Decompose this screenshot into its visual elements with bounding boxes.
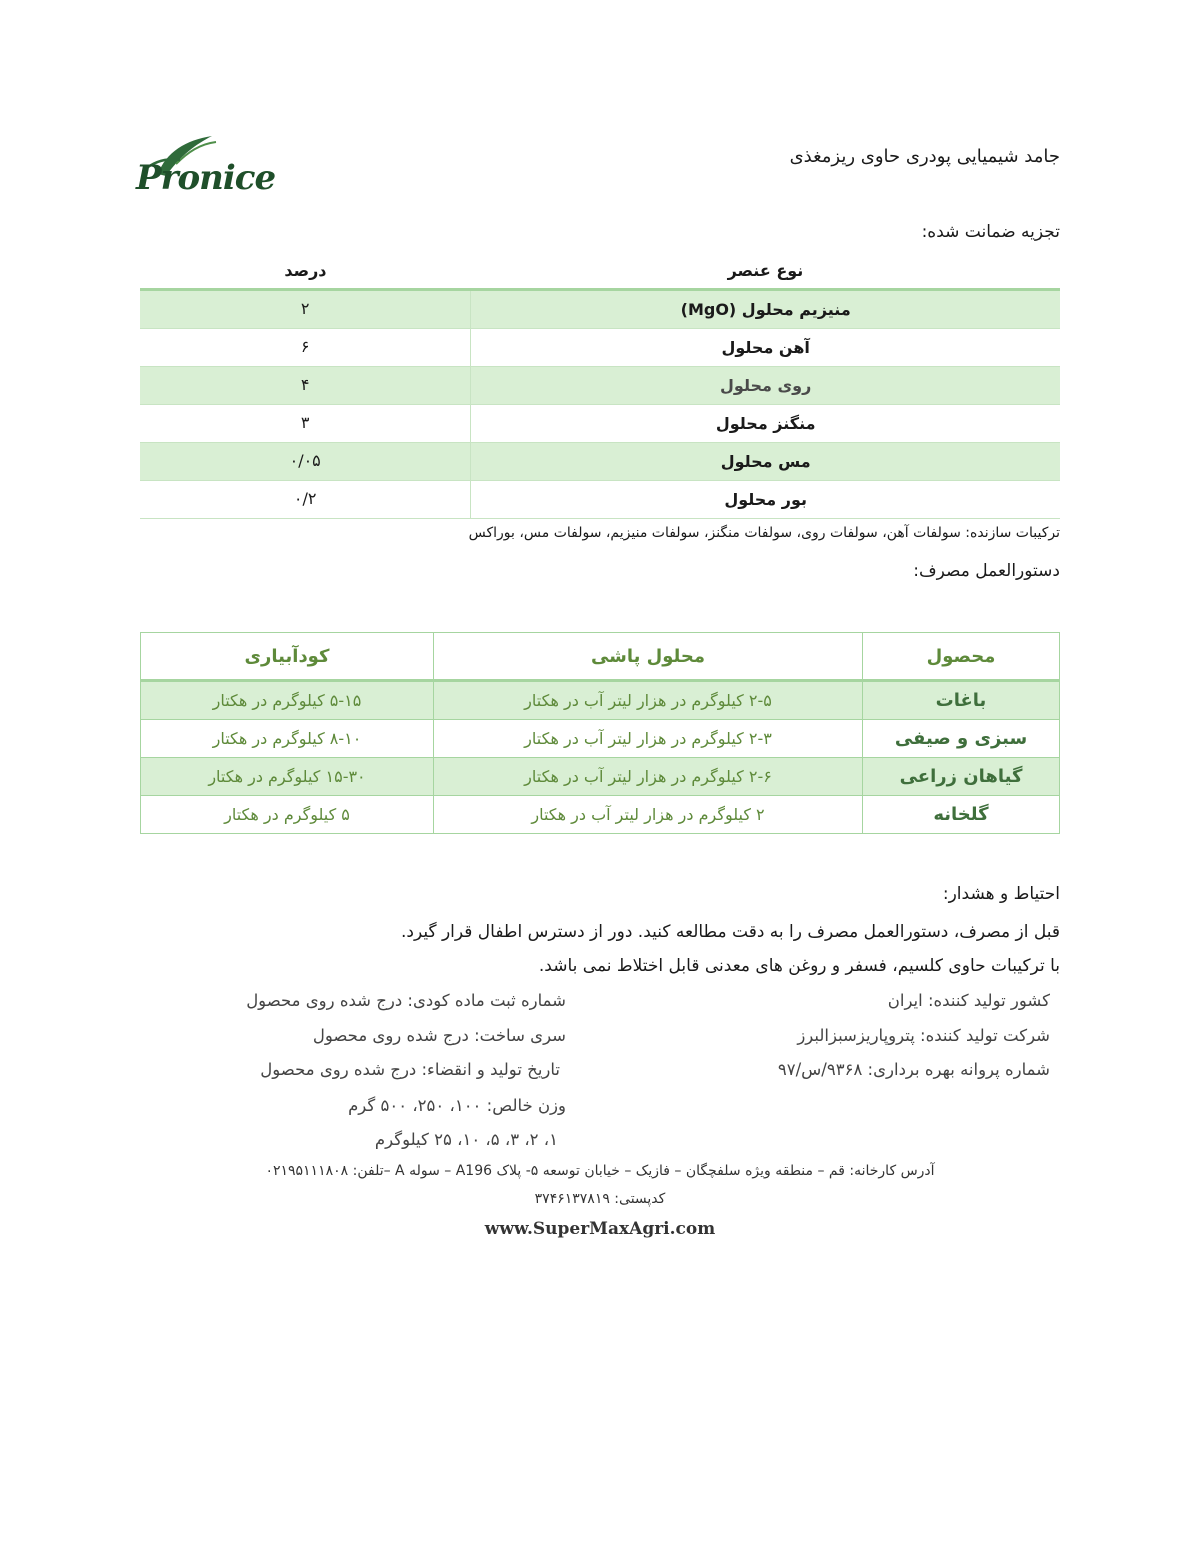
logo-wordmark: Pronice	[136, 158, 276, 198]
element-percent: ۴	[140, 367, 471, 405]
crop-name: گلخانه	[863, 796, 1060, 834]
element-percent: ۰/۰۵	[140, 443, 471, 481]
warning-line: قبل از مصرف، دستورالعمل مصرف را به دقت مطالعه کنید. دور از دسترس اطفال قرار گیرد.	[400, 922, 1060, 942]
net-weight-kilograms: ۱، ۲، ۳، ۵، ۱۰، ۲۵ کیلوگرم	[374, 1130, 558, 1149]
fertigation-rate: ۱۵-۳۰ کیلوگرم در هکتار	[141, 758, 434, 796]
spray-rate: ۲-۵ کیلوگرم در هزار لیتر آب در هکتار	[434, 681, 863, 720]
crop-name: گیاهان زراعی	[863, 758, 1060, 796]
element-percent: ۲	[140, 290, 471, 329]
fertigation-rate: ۸-۱۰ کیلوگرم در هکتار	[141, 720, 434, 758]
table-row	[141, 681, 1060, 720]
table-row	[140, 481, 1060, 519]
table-row	[140, 443, 1060, 481]
brand-logo	[136, 134, 276, 204]
table-row	[140, 329, 1060, 367]
column-header-spray: محلول پاشی	[434, 633, 863, 681]
production-expiry-date: تاریخ تولید و انقضاء: درج شده روی محصول	[260, 1060, 560, 1079]
warning-line: با ترکیبات حاوی کلسیم، فسفر و روغن های معدنی قابل اختلاط نمی باشد.	[538, 956, 1060, 976]
element-percent: ۰/۲	[140, 481, 471, 519]
guaranteed-analysis-label: تجزیه ضمانت شده:	[921, 222, 1060, 242]
operating-license: شماره پروانه بهره برداری: ۹۳۶۸/س/۹۷	[777, 1060, 1050, 1079]
spray-rate: ۲-۳ کیلوگرم در هزار لیتر آب در هکتار	[434, 720, 863, 758]
batch-number: سری ساخت: درج شده روی محصول	[312, 1026, 566, 1045]
usage-table	[140, 632, 1060, 834]
column-header-element: نوع عنصر	[727, 260, 804, 280]
table-header-row	[141, 633, 1060, 681]
table-row	[141, 720, 1060, 758]
table-row	[140, 405, 1060, 443]
column-header-fertigation: کودآبیاری	[141, 633, 434, 681]
registration-number: شماره ثبت ماده کودی: درج شده روی محصول	[246, 991, 566, 1010]
element-name: مس محلول	[471, 443, 1060, 481]
guaranteed-analysis-table	[140, 252, 1060, 519]
fertigation-rate: ۵-۱۵ کیلوگرم در هکتار	[141, 681, 434, 720]
element-name: منگنز محلول	[471, 405, 1060, 443]
crop-name: باغات	[863, 681, 1060, 720]
table-row	[140, 367, 1060, 405]
website-link[interactable]: www.SuperMaxAgri.com	[484, 1219, 716, 1239]
crop-name: سبزی و صیفی	[863, 720, 1060, 758]
element-percent: ۳	[140, 405, 471, 443]
manufacturer-name: شرکت تولید کننده: پتروپاریزسبزالبرز	[797, 1026, 1050, 1045]
table-row	[141, 796, 1060, 834]
spray-rate: ۲-۶ کیلوگرم در هزار لیتر آب در هکتار	[434, 758, 863, 796]
producer-country: کشور تولید کننده: ایران	[887, 991, 1050, 1010]
element-name: روی محلول	[471, 367, 1060, 405]
element-name: بور محلول	[471, 481, 1060, 519]
warnings-label: احتیاط و هشدار:	[942, 884, 1060, 904]
element-percent: ۶	[140, 329, 471, 367]
column-header-percent: درصد	[284, 260, 327, 280]
usage-label: دستورالعمل مصرف:	[913, 561, 1060, 581]
table-row	[141, 758, 1060, 796]
table-header-row	[140, 252, 1060, 290]
element-name: منیزیم محلول (MgO)	[471, 290, 1060, 329]
document-title: جامد شیمیایی پودری حاوی ریزمغذی	[789, 146, 1060, 167]
composition-text: ترکیبات سازنده: سولفات آهن، سولفات روی، سولفات منگنز، سولفات منیزیم، سولفات مس، بوراکس	[468, 525, 1060, 541]
spray-rate: ۲ کیلوگرم در هزار لیتر آب در هکتار	[434, 796, 863, 834]
table-row	[140, 290, 1060, 329]
column-header-crop: محصول	[863, 633, 1060, 681]
fertigation-rate: ۵ کیلوگرم در هکتار	[141, 796, 434, 834]
net-weight-grams: وزن خالص: ۱۰۰، ۲۵۰، ۵۰۰ گرم	[348, 1096, 566, 1115]
element-name: آهن محلول	[471, 329, 1060, 367]
postal-code: کدپستی: ۳۷۴۶۱۳۷۸۱۹	[534, 1191, 666, 1207]
factory-address: آدرس کارخانه: قم – منطقه ویژه سلفچگان – فازیک – خیابان توسعه ۵- پلاک A196 – سوله A –تلفن: ۰۲۱۹۵۱۱۱۸۰۸	[265, 1163, 935, 1179]
